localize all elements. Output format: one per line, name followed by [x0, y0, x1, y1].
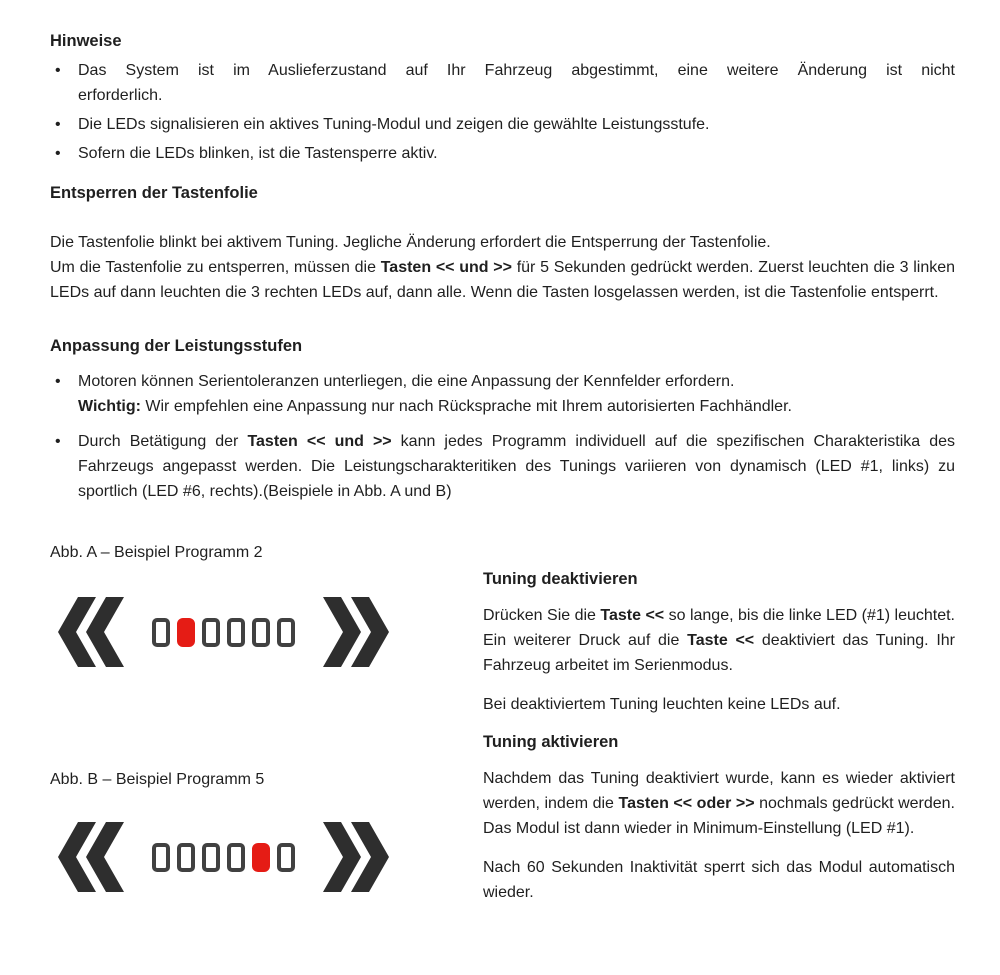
bullet-text [78, 112, 955, 137]
led-5-off [252, 618, 270, 647]
bullet-line [78, 394, 955, 419]
bullet-marker: • [55, 62, 61, 79]
double-chevron-left-icon [58, 822, 124, 892]
bullet-text [78, 141, 955, 166]
led-6-off [277, 618, 295, 647]
bullet-text [78, 369, 955, 419]
text-run: Nach 60 Sekunden Inaktivität sperrt sich das Modul automatisch wieder. [483, 859, 955, 901]
led-3-off [202, 843, 220, 872]
section-title-hinweise: Hinweise [50, 32, 122, 50]
text-run: Durch Betätigung der [78, 433, 248, 450]
instructions-column [483, 540, 955, 919]
bullet-marker: • [55, 433, 61, 450]
text-run: Motoren können Serientoleranzen unterliegen, die eine Anpassung der Kennfelder erfordern. [78, 373, 735, 390]
bullet-line [78, 369, 955, 394]
text-run: Das System ist im Auslieferzustand auf Ihr Fahrzeug abgestimmt, eine weitere Änderung ist nicht [78, 62, 955, 79]
text-run: Die Tastenfolie blinkt bei aktivem Tuning. Jegliche Änderung erfordert die Entsperrung der Tastenfolie. [50, 234, 771, 251]
text-run: so lange, bis die linke LED (#1) leuchtet. Ein weiterer Druck auf die [483, 607, 956, 649]
text-run: Nachdem das Tuning deaktiviert wurde, kann es wieder aktiviert werden, indem die [483, 770, 955, 812]
led-4-off [227, 843, 245, 872]
bold-text: Tasten << und >> [380, 259, 512, 276]
bullet-line [78, 83, 955, 108]
led-1-off [152, 618, 170, 647]
section-title-entsperren: Entsperren der Tastenfolie [50, 184, 258, 202]
bold-text: Tasten << und >> [247, 433, 392, 450]
bold-text: Tasten << oder >> [618, 795, 755, 812]
section-title-aktivieren: Tuning aktivieren [483, 733, 619, 751]
list-item [50, 369, 955, 419]
text-run: für 5 Sekunden gedrückt werden. Zuerst leuchten die 3 linken LEDs auf dann leuchten die 3 rechten LEDs auf, dann alle. Wenn die Tasten losgelassen werden, ist die Tastenfolie entsperrt. [50, 259, 956, 301]
section-hinweise [50, 30, 955, 166]
paragraph [50, 255, 955, 305]
paragraph [50, 230, 955, 255]
led-display-figure-b [58, 822, 483, 892]
bullet-text [78, 429, 955, 504]
led-2-off [177, 843, 195, 872]
led-6-off [277, 843, 295, 872]
text-run: erforderlich. [78, 87, 163, 104]
double-chevron-right-icon [323, 822, 389, 892]
two-column-area [50, 540, 955, 919]
bold-text: Wichtig: [78, 398, 141, 415]
list-item [50, 141, 955, 166]
text-run: Sofern die LEDs blinken, ist die Tastensperre aktiv. [78, 145, 438, 162]
led-3-off [202, 618, 220, 647]
text-run: Die LEDs signalisieren ein aktives Tuning-Modul und zeigen die gewählte Leistungsstufe. [78, 116, 710, 133]
bullet-line [78, 58, 955, 83]
led-display-figure-a [58, 597, 483, 667]
paragraph [483, 766, 955, 841]
bullet-text [78, 58, 955, 108]
bullet-marker: • [55, 145, 61, 162]
section-entsperren [50, 182, 955, 305]
figure-a-label: Abb. A – Beispiel Programm 2 [50, 544, 263, 561]
figure-b-label: Abb. B – Beispiel Programm 5 [50, 771, 265, 788]
list-item [50, 429, 955, 504]
led-5-on [252, 843, 270, 872]
text-run: Um die Tastenfolie zu entsperren, müssen die [50, 259, 381, 276]
paragraph [483, 855, 955, 905]
led-4-off [227, 618, 245, 647]
section-title-deaktivieren: Tuning deaktivieren [483, 570, 638, 588]
text-run: Drücken Sie die [483, 607, 601, 624]
section-title-anpassung: Anpassung der Leistungsstufen [50, 337, 303, 355]
led-row [152, 618, 295, 647]
led-1-off [152, 843, 170, 872]
bold-text: Taste << [687, 632, 755, 649]
text-run: Bei deaktiviertem Tuning leuchten keine LEDs auf. [483, 696, 841, 713]
double-chevron-right-icon [323, 597, 389, 667]
text-run: deaktiviert das Tuning. Ihr Fahrzeug arbeitet im Serienmodus. [483, 632, 955, 674]
led-2-on [177, 618, 195, 647]
text-run: kann jedes Programm individuell auf die spezifischen Charakteristika des Fahrzeugs angepasst werden. Die Leistungscharakteritiken des Tunings variieren von dynamisch (LED #1, links) zu sportlich (LED #6, rechts).(Beispiele in Abb. A und B) [78, 433, 956, 500]
text-run: Wir empfehlen eine Anpassung nur nach Rücksprache mit Ihrem autorisierten Fachhändler. [140, 398, 792, 415]
list-item [50, 58, 955, 108]
bullet-marker: • [55, 116, 61, 133]
bold-text: Taste << [600, 607, 665, 624]
text-run: nochmals gedrückt werden. Das Modul ist dann wieder in Minimum-Einstellung (LED #1). [483, 795, 955, 837]
paragraph [483, 692, 955, 717]
paragraph [483, 603, 955, 678]
list-item [50, 112, 955, 137]
section-anpassung [50, 335, 955, 504]
double-chevron-left-icon [58, 597, 124, 667]
figures-column [50, 540, 483, 919]
led-row [152, 843, 295, 872]
bullet-marker: • [55, 373, 61, 390]
